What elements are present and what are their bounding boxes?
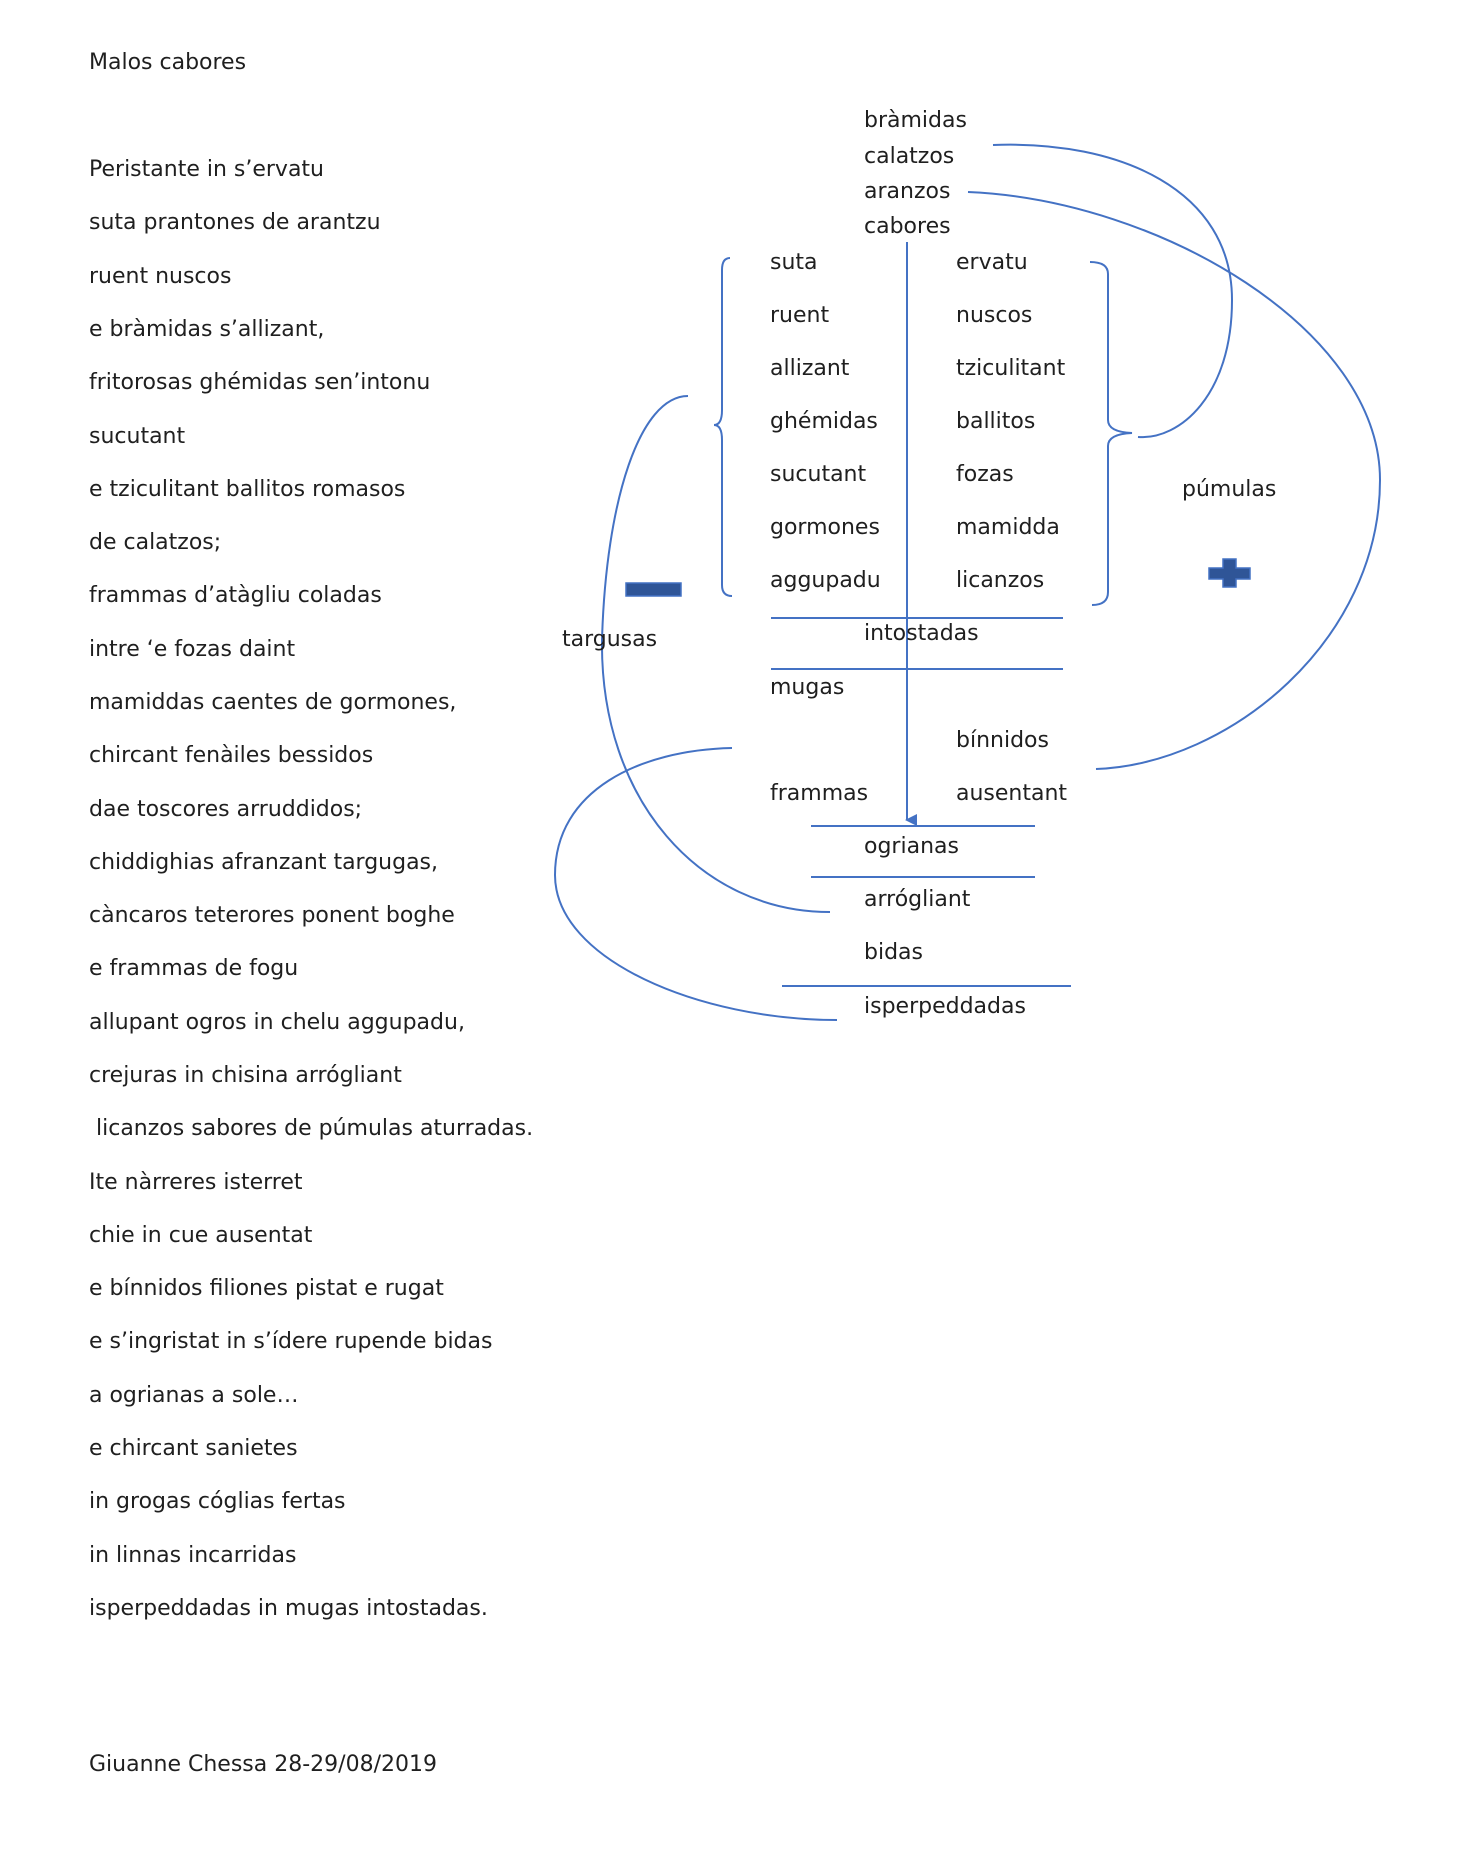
diagram-word: mugas xyxy=(770,675,845,700)
diagram-word: arrógliant xyxy=(864,887,971,912)
diagram-word: calatzos xyxy=(864,144,955,169)
diagram-word: licanzos xyxy=(956,568,1045,593)
poem-title: Malos cabores xyxy=(89,50,247,75)
poem-line: e frammas de fogu xyxy=(89,956,299,981)
poem-line: fritorosas ghémidas sen’intonu xyxy=(89,370,431,395)
diagram-word: intostadas xyxy=(864,621,979,646)
diagram-word: ballitos xyxy=(956,409,1036,434)
diagram-word: cabores xyxy=(864,214,951,239)
poem-line: ruent nuscos xyxy=(89,264,232,289)
diagram-word: ervatu xyxy=(956,250,1028,275)
diagram-word: ghémidas xyxy=(770,409,878,434)
poem-line: dae toscores arruddidos; xyxy=(89,797,363,822)
poem-line: suta prantones de arantzu xyxy=(89,210,381,235)
poem-line: chiddighias afranzant targugas, xyxy=(89,850,439,875)
diagram-word: isperpeddadas xyxy=(864,994,1026,1019)
poem-line: crejuras in chisina arrógliant xyxy=(89,1063,402,1088)
diagram-word: ogrianas xyxy=(864,834,959,859)
poem-line: allupant ogros in chelu aggupadu, xyxy=(89,1010,465,1035)
diagram-word: bidas xyxy=(864,940,923,965)
left-brace xyxy=(714,258,732,596)
diagram-word: bràmidas xyxy=(864,108,967,133)
poem-line: sucutant xyxy=(89,424,186,449)
diagram-word: allizant xyxy=(770,356,850,381)
diagram-word: bínnidos xyxy=(956,728,1049,753)
poem-line: Peristante in s’ervatu xyxy=(89,157,324,182)
diagram-word: tziculitant xyxy=(956,356,1066,381)
poem-line: càncaros teterores ponent boghe xyxy=(89,903,455,928)
poem-line: in linnas incarridas xyxy=(89,1543,297,1568)
poem-line: de calatzos; xyxy=(89,530,222,555)
plus-symbol xyxy=(1209,559,1250,587)
poem-line: mamiddas caentes de gormones, xyxy=(89,690,457,715)
signature: Giuanne Chessa 28-29/08/2019 xyxy=(89,1752,437,1777)
minus-symbol xyxy=(626,583,681,596)
poem-line: a ogrianas a sole… xyxy=(89,1383,299,1408)
poem-line: in grogas cóglias fertas xyxy=(89,1489,346,1514)
poem-line: intre ‘e fozas daint xyxy=(89,637,296,662)
poem-line: Ite nàrreres isterret xyxy=(89,1170,303,1195)
diagram-word: ausentant xyxy=(956,781,1068,806)
diagram-word: nuscos xyxy=(956,303,1033,328)
diagram-word: gormones xyxy=(770,515,880,540)
diagram-word: mamidda xyxy=(956,515,1060,540)
diagram-word: frammas xyxy=(770,781,869,806)
poem-line: e bràmidas s’allizant, xyxy=(89,317,325,342)
diagram-word: fozas xyxy=(956,462,1014,487)
diagram-word: aranzos xyxy=(864,179,951,204)
poem-line: licanzos sabores de púmulas aturradas. xyxy=(89,1116,534,1141)
poem-line: chircant fenàiles bessidos xyxy=(89,743,374,768)
right-brace xyxy=(1090,262,1132,605)
poem-line: e chircant sanietes xyxy=(89,1436,298,1461)
poem-line: chie in cue ausentat xyxy=(89,1223,313,1248)
poem-line: e bínnidos filiones pistat e rugat xyxy=(89,1276,444,1301)
diagram-word: ruent xyxy=(770,303,830,328)
curve-calatzos xyxy=(993,145,1232,437)
poem-line: frammas d’atàgliu coladas xyxy=(89,583,382,608)
curve-aranzos xyxy=(968,192,1380,769)
poem-line: e s’ingristat in s’ídere rupende bidas xyxy=(89,1329,493,1354)
diagram-word: aggupadu xyxy=(770,568,881,593)
diagram-word: suta xyxy=(770,250,818,275)
label-targusas: targusas xyxy=(562,627,658,652)
poem-line: e tziculitant ballitos romasos xyxy=(89,477,406,502)
label-pumulas: púmulas xyxy=(1182,477,1277,502)
poem-line: isperpeddadas in mugas intostadas. xyxy=(89,1596,488,1621)
diagram-word: sucutant xyxy=(770,462,867,487)
